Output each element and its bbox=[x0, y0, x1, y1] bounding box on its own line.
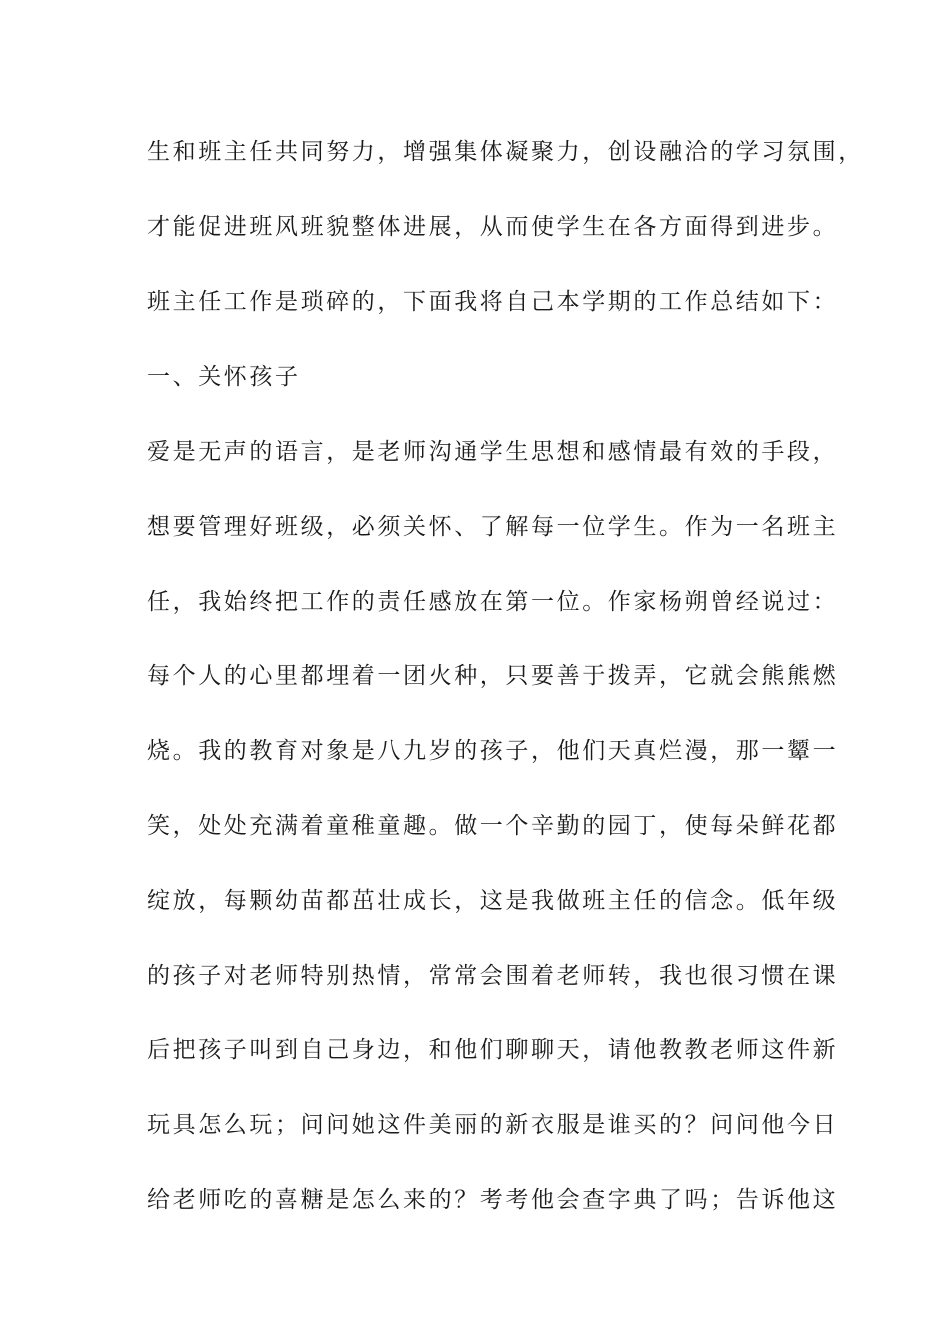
text-line-11: 绽放，每颗幼苗都茁壮成长，这是我做班主任的信念。低年级 bbox=[147, 888, 839, 914]
text-line-13: 后把孩子叫到自己身边，和他们聊聊天，请他教教老师这件新 bbox=[147, 1037, 839, 1063]
text-line-2: 才能促进班风班貌整体进展，从而使学生在各方面得到进步。 bbox=[147, 214, 839, 240]
section-heading: 一、关怀孩子 bbox=[147, 364, 301, 390]
text-line-7: 任，我始终把工作的责任感放在第一位。作家杨朔曾经说过： bbox=[147, 589, 839, 615]
text-line-6: 想要管理好班级，必须关怀、了解每一位学生。作为一名班主 bbox=[147, 514, 839, 540]
text-line-1: 生和班主任共同努力，增强集体凝聚力，创设融洽的学习氛围， bbox=[147, 139, 864, 165]
text-line-15: 给老师吃的喜糖是怎么来的？考考他会查字典了吗；告诉他这 bbox=[147, 1187, 839, 1213]
text-line-8: 每个人的心里都埋着一团火种，只要善于拨弄，它就会熊熊燃 bbox=[147, 663, 839, 689]
text-line-5: 爱是无声的语言，是老师沟通学生思想和感情最有效的手段， bbox=[147, 439, 839, 465]
text-line-9: 烧。我的教育对象是八九岁的孩子，他们天真烂漫，那一颦一 bbox=[147, 738, 839, 764]
text-line-14: 玩具怎么玩；问问她这件美丽的新衣服是谁买的？问问他今日 bbox=[147, 1112, 839, 1138]
text-line-12: 的孩子对老师特别热情，常常会围着老师转，我也很习惯在课 bbox=[147, 963, 839, 989]
text-line-10: 笑，处处充满着童稚童趣。做一个辛勤的园丁，使每朵鲜花都 bbox=[147, 813, 839, 839]
text-line-3: 班主任工作是琐碎的，下面我将自己本学期的工作总结如下： bbox=[147, 289, 839, 315]
